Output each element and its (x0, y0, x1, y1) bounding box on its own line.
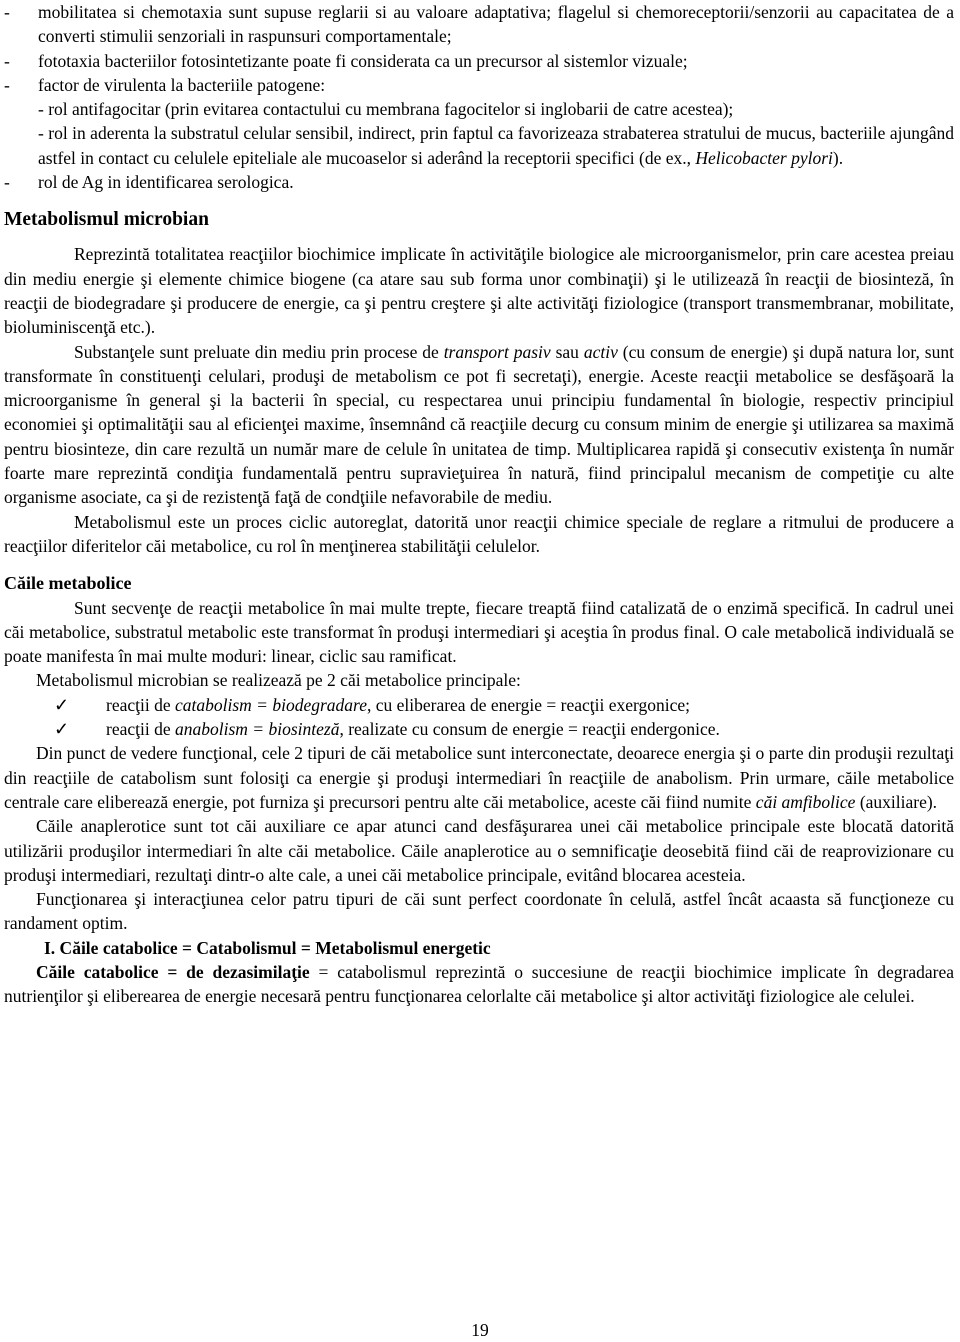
text-run: , realizate cu consum de energie = reacţii endergonice. (339, 719, 720, 740)
sub-item-text-end: ). (832, 147, 844, 168)
text-run: = catabolismul reprezintă o succesiune de reacţii biochimice implicate în degradarea nutrienţilor şi eliberearea de energie necesară pentru funcţionarea celorlalte căi metabolice şi altor activităţi fiziologice ale celulei. (4, 961, 954, 1007)
paragraph: Căile anaplerotice sunt tot căi auxiliare ce apar atunci cand desfăşurarea unei căi metabolice principale este blocată datorită utilizării produşilor intermediari în alte căi metabolice. Căile anaplerotice au o semnificaţie deosebită fiind căi de reaprovizionare cu produşi intermediari, rezultaţi dintr-o alte cale, a unei căi metabolice principale, evitând blocarea acesteia. (4, 816, 954, 885)
text-run: Din punct de vedere funcţional, cele 2 tipuri de căi metabolice sunt interconectate, deoarece energia şi o parte din produşii rezultaţi din reacţiile de catabolism sunt folosiţi ca energie şi produşi intermediari în reacţiile de anabolism. Prin urmare, căile metabolice centrale care eliberează energie, pot furniza şi precursori pentru alte căi metabolice, aceste căi fiind numite (4, 743, 954, 812)
paragraph: Metabolismul este un proces ciclic autoreglat, datorită unor reacţii chimice speciale de reglare a ritmului de producere a reacţiilor diferitelor căi metabolice, cu rol în menţinerea stabilităţii celulelor. (4, 511, 954, 556)
bullet-dash: - (4, 74, 10, 95)
checkmark-icon: ✓ (54, 719, 70, 740)
paragraph (4, 741, 954, 814)
paragraph: Sunt secvenţe de reacţii metabolice în mai multe trepte, fiecare treaptă fiind catalizată de o enzimă specifică. In cadrul unei căi metabolice, substratul metabolic este transformat în produşi intermediari şi aceştia în produs final. O cale metabolică individuală se poate manifesta în mai multe moduri: linear, ciclic sau ramificat. (4, 597, 954, 667)
text-run: , cu eliberarea de energie = reacţii exergonice; (366, 694, 691, 715)
page-number: 19 (471, 1320, 489, 1340)
paragraph (4, 340, 954, 510)
text-run: sau (550, 341, 584, 362)
emphasis: anabolism = biosinteză (174, 719, 340, 740)
species-name: Helicobacter pylori (695, 147, 833, 168)
section-heading-pathways: Căile metabolice (4, 573, 132, 594)
section-heading-catabolic: I. Căile catabolice = Catabolismul = Metabolismul energetic (44, 937, 491, 958)
bullet-dash: - (4, 2, 10, 22)
checkmark-icon: ✓ (54, 694, 70, 715)
list-item-text: mobilitatea si chemotaxia sunt supuse reglarii si au valoare adaptativa; flagelul si chemoreceptorii/senzorii au capacitatea de a converti stimulii senzoriali in raspunsuri comportamentale; (38, 2, 954, 47)
checklist-text (106, 693, 954, 717)
sub-list-item: - rol antifagocitar (prin evitarea contactului cu membrana fagocitelor si inglobarii de catre acestea); (38, 99, 734, 120)
emphasis: catabolism = biodegradare (174, 694, 367, 715)
list-item (4, 0, 954, 49)
paragraph: Funcţionarea şi interacţiunea celor patru tipuri de căi sunt perfect coordonate în celulă, astfel încât acaasta să funcţioneze cu randament optim. (4, 889, 954, 934)
text-run: reacţii de (106, 719, 175, 740)
emphasis: căi amfibolice (755, 791, 856, 812)
emphasis: activ (583, 341, 618, 362)
checklist-item (54, 693, 954, 717)
text-run: Substanţele sunt preluate din mediu prin procese de (74, 341, 444, 362)
list-item (4, 170, 954, 194)
checklist-text (106, 717, 954, 741)
list-item-text: factor de virulenta la bacteriile patogene: (38, 74, 326, 95)
bold-term: Căile catabolice = de dezasimilaţie (36, 961, 310, 982)
list-item (4, 49, 954, 73)
text-run: (auxiliare). (855, 791, 938, 812)
list-item-text: fototaxia bacteriilor fotosintetizante poate fi considerata ca un precursor al sistemlor vizuale; (38, 50, 688, 71)
bullet-dash: - (4, 50, 10, 71)
paragraph: Reprezintă totalitatea reacţiilor biochimice implicate în activităţile biologice ale microorganismelor, prin care acestea preiau din mediu energie şi elemente chimice biogene (ca atare sau sub forma unor combinaţii) şi le utilizează în reacţii de biosinteză, în reacţii de biodegradare şi producere de energie, ca şi pentru creştere şi alte activităţi fiziologice (transport transmembranar, mobilitate, bioluminiscenţă etc.). (4, 244, 954, 338)
paragraph: Metabolismul microbian se realizează pe 2 căi metabolice principale: (36, 670, 521, 691)
bullet-dash: - (4, 172, 10, 193)
paragraph (4, 960, 954, 1009)
emphasis: transport pasiv (443, 341, 551, 362)
text-run: reacţii de (106, 694, 175, 715)
text-run: (cu consum de energie) şi după natura lor, sunt transformate în constituenţi celulari, produşi de metabolism ce pot fi secretaţi), energie. Aceste reacţii metabolice se desfăşoară la microorganisme în general şi la bacterii în special, cu respectarea unui principiu fundamental în biologie, respectiv principiul economiei şi optimalităţii sau al eficienţei maxime, însemnând că reacţiile decurg cu consum minim de energie şi utilizarea sa maximă pentru biosinteze, din care rezultă un număr mare de celule în unitatea de timp. Multiplicarea rapidă şi consecutiv existenţa în număr foarte mare reprezintă condiţia fundamentală pentru supravieţuirea în natură, fiind principalul mecanism de competiţie cu alte organisme asociate, ca şi de rezistenţă faţă de condţiile nefavorabile de mediu. (4, 341, 954, 508)
checklist-item (54, 717, 954, 741)
list-item-text: rol de Ag in identificarea serologica. (38, 172, 294, 193)
sub-item-text: - rol in aderenta la substratul celular sensibil, indirect, prin faptul ca favorizeaza strabaterea stratului de mucus, bacteriile ajungând astfel in contact cu celulele epiteliale ale mucoaselor si aderând la receptorii specifici (de ex., (38, 123, 954, 168)
sub-list-item (38, 121, 954, 170)
section-heading-metabolism: Metabolismul microbian (4, 209, 209, 231)
list-item (4, 73, 954, 97)
top-bullet-list (4, 0, 954, 194)
